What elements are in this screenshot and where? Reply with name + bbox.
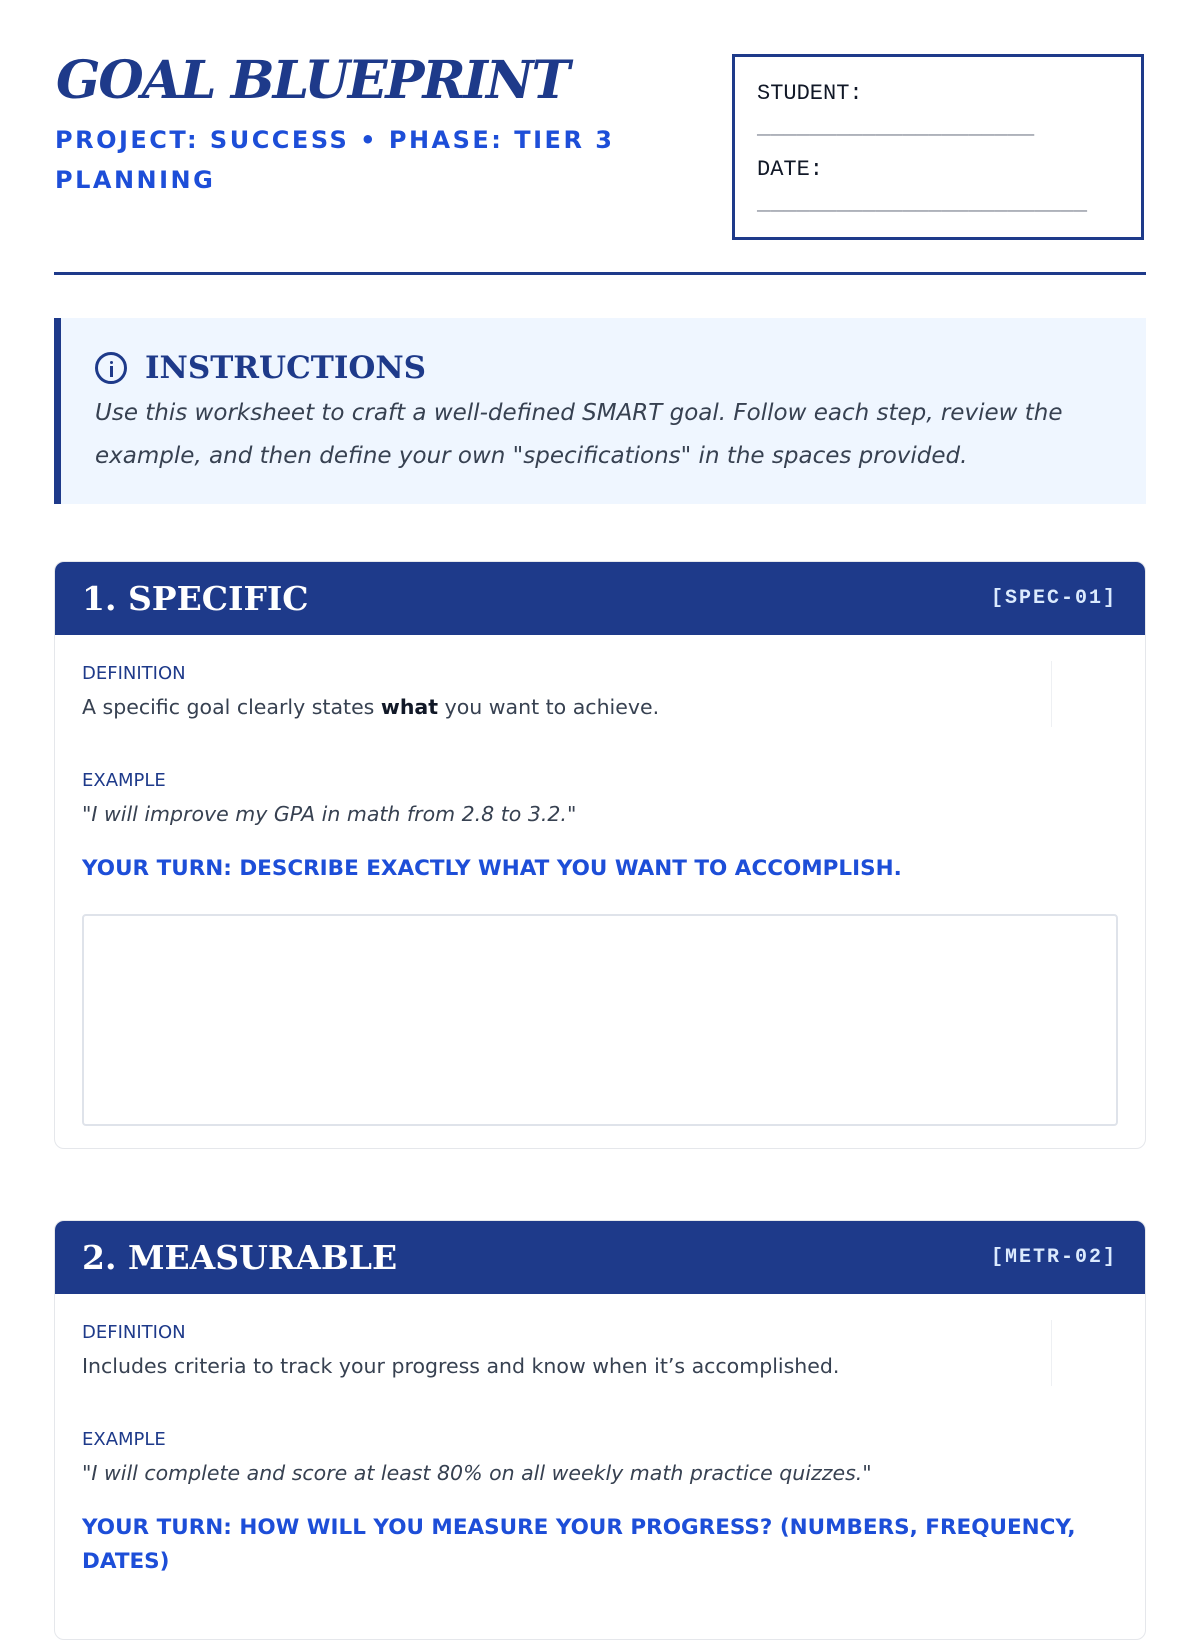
definition-text: Includes criteria to track your progress and know when it’s accomplished. — [82, 1354, 840, 1378]
your-turn-prompt: YOUR TURN: DESCRIBE EXACTLY WHAT YOU WANT TO ACCOMPLISH. — [82, 856, 902, 881]
instructions-title: INSTRUCTIONS — [145, 350, 427, 386]
student-name-line[interactable]: _____________________ — [757, 115, 1035, 140]
definition-label: DEFINITION — [82, 663, 186, 684]
date-line[interactable]: _________________________ — [757, 191, 1088, 216]
student-label: STUDENT: — [757, 81, 863, 106]
page-subtitle: PROJECT: SUCCESS • PHASE: TIER 3 PLANNING — [55, 126, 615, 194]
example-text: "I will improve my GPA in math from 2.8 to 3.2." — [82, 802, 577, 826]
date-label: DATE: — [757, 157, 824, 182]
section-title: 2. MEASURABLE — [82, 1238, 398, 1277]
example-label: EXAMPLE — [82, 1429, 166, 1450]
section-measurable — [54, 1220, 1146, 1640]
info-icon — [95, 352, 127, 384]
your-turn-prompt: YOUR TURN: HOW WILL YOU MEASURE YOUR PROGRESS? (NUMBERS, FREQUENCY, DATES) — [82, 1515, 1076, 1574]
header-divider — [54, 272, 1146, 275]
section-header — [55, 562, 1145, 635]
section-title: 1. SPECIFIC — [82, 579, 309, 618]
divider — [1051, 1320, 1052, 1386]
student-info-box — [732, 54, 1144, 240]
instructions-text: Use this worksheet to craft a well-defined SMART goal. Follow each step, review the example, and then define your own "specifications" in the spaces provided. — [95, 400, 1063, 469]
section-code: [SPEC-01] — [990, 587, 1117, 610]
instructions-heading — [95, 348, 426, 388]
answer-box[interactable] — [82, 914, 1118, 1126]
example-label: EXAMPLE — [82, 770, 166, 791]
example-text: "I will complete and score at least 80% on all weekly math practice quizzes." — [82, 1461, 872, 1485]
page-title: GOAL BLUEPRINT — [56, 50, 569, 111]
section-header — [55, 1221, 1145, 1294]
instructions-panel — [54, 318, 1146, 504]
divider — [1051, 661, 1052, 727]
section-specific — [54, 561, 1146, 1149]
definition-text: A specific goal clearly states what you want to achieve. — [82, 695, 660, 719]
definition-label: DEFINITION — [82, 1322, 186, 1343]
section-code: [METR-02] — [990, 1246, 1117, 1269]
